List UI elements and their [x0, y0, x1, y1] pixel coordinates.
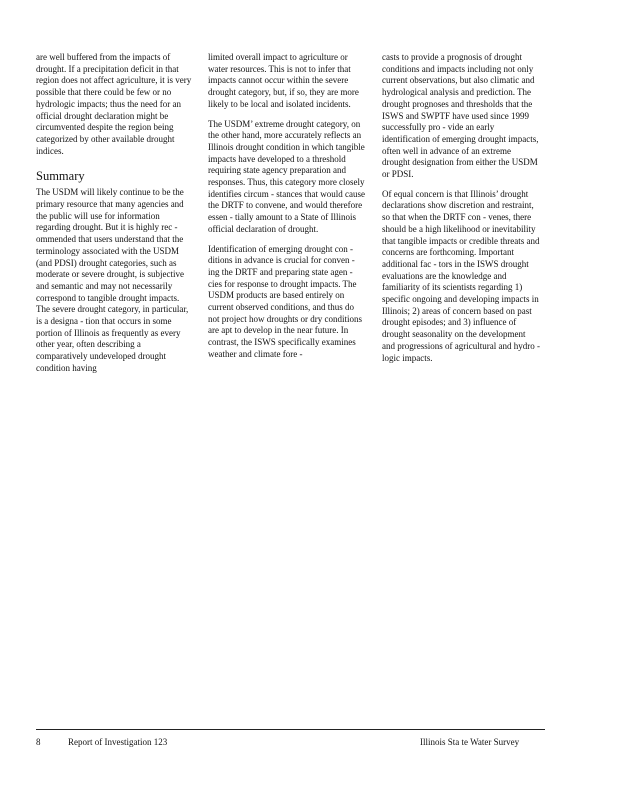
text-column-middle [208, 52, 366, 369]
paragraph: Of equal concern is that Illinois’ drought declarations show discretion and restraint, so that when the DRTF con - venes, there should be a high likelihood or inevitability that tangible impacts or credible threats and concerns are forthcoming. Important additional fac - tors in the ISWS drought evaluations are the knowledge and familiarity of its scientists regarding 1) specific ongoing and developing impacts in Illinois; 2) areas of concern based on past drought episodes; and 3) influence of drought seasonality on the development and progressions of agricultural and hydro - logic impacts. [382, 188, 540, 363]
paragraph: The USDM’ extreme drought category, on the other hand, more accurately reflects an Illinois drought condition in which tangible impacts have developed to a threshold requiring state agency preparation and responses. Thus, this category more closely identifies circum - stances that would cause the DRTF to convene, and would therefore essen - tially amount to a State of Illinois official declaration of drought. [208, 118, 365, 234]
paragraph: are well buffered from the impacts of drought. If a precipitation deficit in that region does not affect agriculture, it is very possible that there could be few or no hydrologic impacts; thus the need for an official drought declaration might be circumvented despite the region being categorized by other available drought indices. [36, 52, 192, 156]
footer-divider [36, 729, 545, 730]
text-column-left [36, 52, 194, 383]
paragraph: Identification of emerging drought con - ditions in advance is crucial for conven - ing the DRTF and preparing state agen - cies for response to drought impacts. The USDM products are based entirely on current observed conditions, and thus do not project how droughts or dry conditions are apt to develop in the near future. In contrast, the ISWS specifically examines weather and climate fore - [208, 243, 362, 359]
text-column-right [382, 52, 540, 372]
paragraph: casts to provide a prognosis of drought conditions and impacts including not only current observations, but also climatic and hydrological analysis and prediction. The drought prognoses and thresholds that the ISWS and SWPTF have used since 1999 successfully pro - vide an early identification of emerging drought impacts, often well in advance of an extreme drought designation from either the USDM or PDSI. [382, 52, 539, 180]
paragraph: The USDM will likely continue to be the primary resource that many agencies and the public will use for information regarding drought. But it is highly rec - ommended that users understand that the terminology associated with the USDM (and PDSI) drought categories, such as moderate or severe drought, is subjective and semantic and may not necessarily correspond to tangible drought impacts. The severe drought category, in particular, is a designa - tion that occurs in some portion of Illinois as frequently as every other year, often describing a comparatively undeveloped drought condition having [36, 187, 189, 373]
organization-name: Illinois Sta te Water Survey [420, 737, 520, 747]
page-number: 8 [36, 737, 41, 747]
paragraph: limited overall impact to agriculture or water resources. This is not to infer that impacts cannot occur within the severe drought category, but, if so, they are more likely to be local and isolated incidents. [208, 52, 359, 109]
report-title: Report of Investigation 123 [68, 737, 168, 747]
section-heading-summary: Summary [36, 169, 85, 184]
